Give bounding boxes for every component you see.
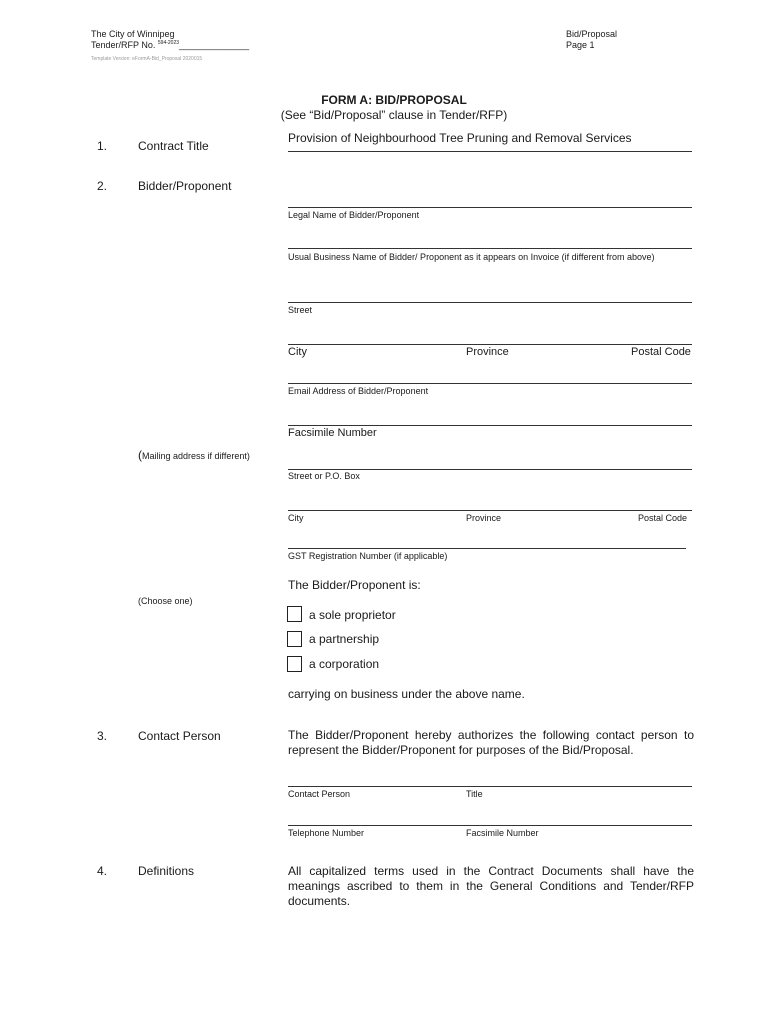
form-subtitle: (See “Bid/Proposal” clause in Tender/RFP)	[280, 108, 508, 122]
email-field[interactable]	[288, 383, 692, 384]
province-label: Province	[466, 346, 509, 358]
facsimile-field[interactable]	[288, 425, 692, 426]
entity-heading: The Bidder/Proponent is:	[288, 578, 421, 592]
section-3-label: Contact Person	[138, 729, 221, 743]
contact-authorization-text: The Bidder/Proponent hereby authorizes the following contact person to represent the Bidder/Proponent for purposes of the Bid/Proposal.	[288, 728, 694, 757]
telephone-label: Telephone Number	[288, 828, 365, 838]
legal-name-field[interactable]	[288, 207, 692, 208]
section-2-number: 2.	[97, 179, 108, 193]
choose-one-note: (Choose one)	[138, 596, 193, 606]
header-org: The City of Winnipeg	[91, 29, 175, 39]
contact-facsimile-label: Facsimile Number	[466, 828, 539, 838]
mailing-paren: (	[138, 448, 142, 462]
gst-field[interactable]	[288, 548, 686, 549]
contact-title-label: Title	[466, 789, 483, 799]
mailing-province-label: Province	[466, 513, 502, 523]
business-name-field[interactable]	[288, 248, 692, 249]
section-2-label: Bidder/Proponent	[138, 179, 232, 193]
section-4-label: Definitions	[138, 864, 195, 878]
contact-person-label: Contact Person	[288, 789, 351, 799]
street-label: Street	[288, 305, 313, 315]
corporation-label: a corporation	[309, 657, 380, 671]
header-doc-type: Bid/Proposal	[566, 29, 618, 39]
partnership-checkbox[interactable]	[287, 631, 302, 647]
mailing-label: Mailing address if different)	[142, 451, 250, 461]
city-province-postal-field[interactable]	[288, 344, 692, 345]
section-1-label: Contract Title	[138, 139, 209, 153]
email-label: Email Address of Bidder/Proponent	[288, 386, 429, 396]
street-po-label: Street or P.O. Box	[288, 471, 360, 481]
mailing-address-note	[138, 446, 250, 464]
contract-title-line	[288, 151, 692, 152]
corporation-checkbox[interactable]	[287, 656, 302, 672]
partnership-label: a partnership	[309, 632, 380, 646]
header-page: Page 1	[566, 40, 595, 50]
gst-label: GST Registration Number (if applicable)	[288, 551, 448, 561]
form-title: FORM A: BID/PROPOSAL	[321, 93, 467, 107]
section-4-number: 4.	[97, 864, 108, 878]
business-name-label: Usual Business Name of Bidder/ Proponent as it appears on Invoice (if different from above)	[288, 252, 655, 262]
contact-person-field[interactable]	[288, 786, 692, 787]
telephone-field[interactable]	[288, 825, 692, 826]
header-tender	[91, 40, 249, 53]
street-po-field[interactable]	[288, 469, 692, 470]
mailing-postal-label: Postal Code	[638, 513, 688, 523]
contract-title-value: Provision of Neighbourhood Tree Pruning and Removal Services	[288, 131, 632, 145]
tender-blank: ______________	[179, 40, 250, 50]
sole-proprietor-label: a sole proprietor	[309, 608, 396, 622]
section-3-number: 3.	[97, 729, 108, 743]
carrying-on-business-text: carrying on business under the above name.	[288, 687, 525, 701]
tender-number: 594-2023	[157, 40, 180, 46]
section-1-number: 1.	[97, 139, 108, 153]
legal-name-label: Legal Name of Bidder/Proponent	[288, 210, 420, 220]
mailing-city-field[interactable]	[288, 510, 692, 511]
mailing-city-label: City	[288, 513, 304, 523]
city-label: City	[288, 346, 307, 358]
facsimile-label: Facsimile Number	[288, 427, 377, 439]
tender-label: Tender/RFP No.	[91, 40, 156, 50]
definitions-text: All capitalized terms used in the Contract Documents shall have the meanings ascribed to them in the General Conditions and Tender/RFP documents.	[288, 864, 694, 908]
sole-proprietor-checkbox[interactable]	[287, 606, 302, 622]
template-version: Template Version: eFormA-Bid_Proposal 2020015	[91, 56, 203, 62]
postal-code-label: Postal Code	[631, 346, 691, 358]
street-field[interactable]	[288, 302, 692, 303]
